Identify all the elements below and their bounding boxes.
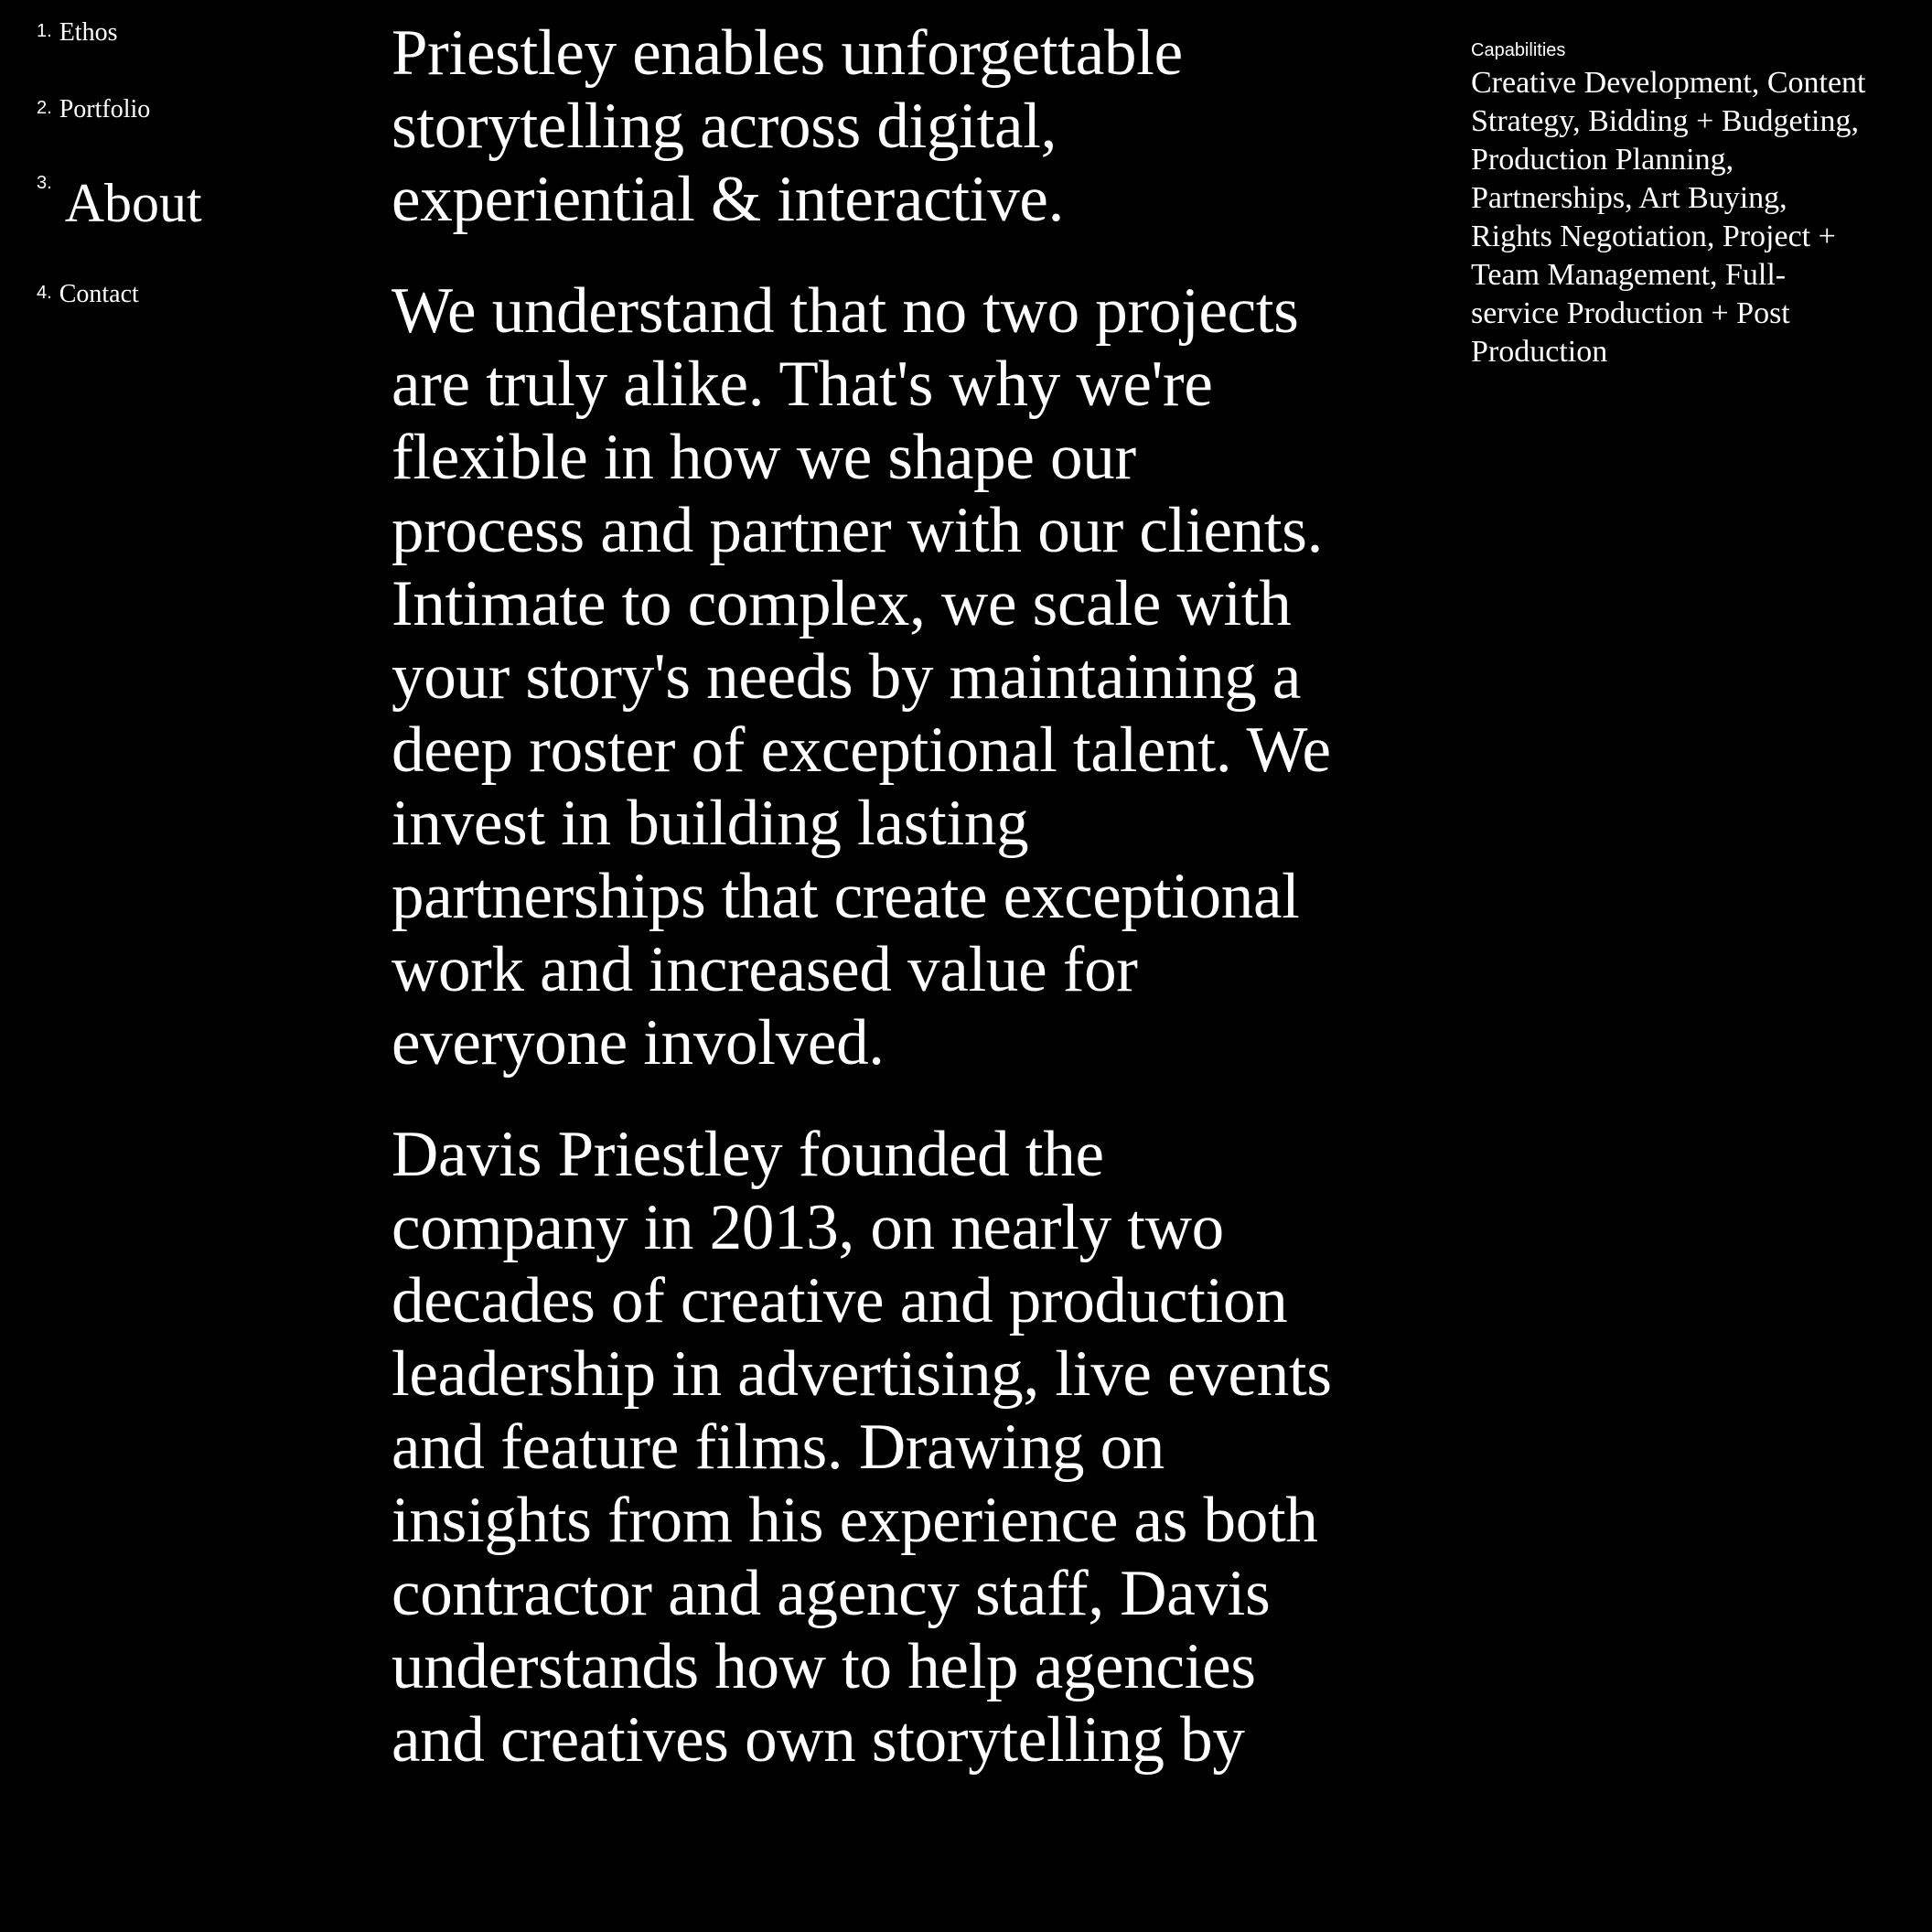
intro-paragraph: Priestley enables unforgettable storytelling across digital, experiential & interactive.	[392, 17, 1183, 235]
nav-item-ethos[interactable]	[37, 15, 329, 91]
nav-number: 1.	[37, 21, 52, 41]
nav-label: Portfolio	[59, 95, 151, 123]
nav-item-contact[interactable]	[37, 276, 329, 353]
nav-item-portfolio[interactable]	[37, 91, 329, 168]
nav-number: 2.	[37, 98, 52, 118]
nav-label: About	[64, 173, 202, 233]
nav-label: Contact	[59, 280, 139, 308]
nav-number: 3.	[37, 173, 52, 193]
founder-paragraph: Davis Priestley founded the company in 2013, on nearly two decades of creative and production leadership in advertising, live events and feature films. Drawing on insights from his experience as both contractor and agency staff, Davis understands how to help agencies and creatives own storytelling by	[392, 1119, 1332, 1776]
about-content	[392, 16, 1343, 1815]
main-nav	[37, 15, 329, 353]
nav-number: 4.	[37, 283, 52, 303]
approach-paragraph: We understand that no two projects are truly alike. That's why we're flexible in how we shape our process and partner with our clients. Intimate to complex, we scale with your story's needs by maintaining a deep roster of exceptional talent. We invest in building lasting partnerships that create exceptional work and increased value for everyone involved.	[392, 275, 1331, 1079]
nav-label: Ethos	[59, 18, 118, 47]
capabilities-list: Creative Development, Content Strategy, Bidding + Budgeting, Production Planning, Partnerships, Art Buying, Rights Negotiation, Project + Team Management, Full-service Production + Post Production	[1471, 66, 1866, 369]
capabilities-heading: Capabilities	[1471, 40, 1566, 60]
nav-item-about[interactable]	[37, 161, 329, 276]
capabilities-panel	[1471, 38, 1873, 371]
